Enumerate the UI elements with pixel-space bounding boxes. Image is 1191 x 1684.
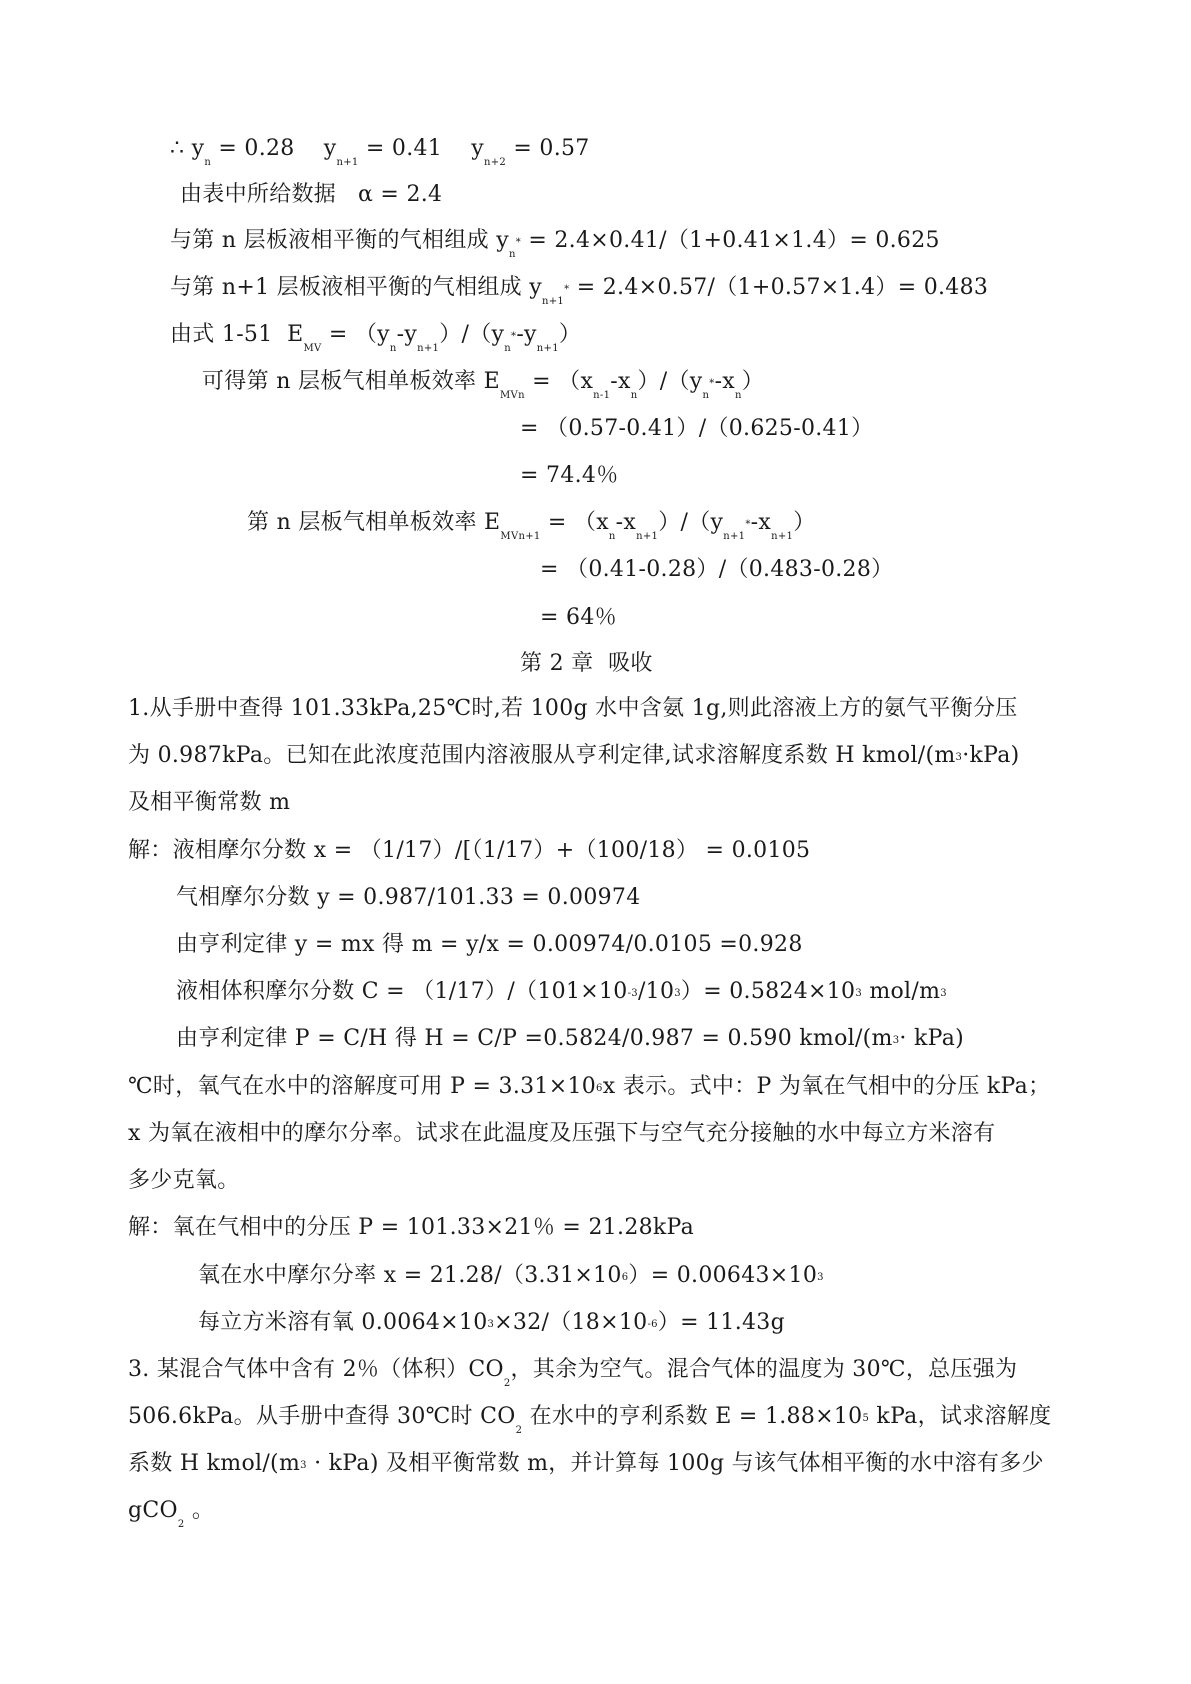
text-run: 系数 H kmol/(m — [128, 1451, 301, 1476]
text-run: = （y — [321, 322, 390, 347]
text-run: = 64％ — [540, 605, 617, 630]
subscript: n+1 — [417, 343, 440, 354]
text-run: ） — [741, 369, 765, 394]
chapter-heading — [520, 653, 653, 675]
text-run: ℃时，氧气在水中的溶解度可用 P = 3.31×10 — [128, 1074, 597, 1099]
problem-text — [128, 1123, 995, 1145]
superscript: -6 — [647, 1319, 658, 1330]
text-run: 为 0.987kPa。已知在此浓度范围内溶液服从亨利定律,试求溶解度系数 H kmol/(m — [128, 743, 956, 768]
superscript: 3 — [955, 752, 963, 763]
text-run: = 2.4×0.57/（1+0.57×1.4）= 0.483 — [569, 275, 989, 300]
subscript: n — [389, 343, 397, 354]
text-run: 及相平衡常数 m — [128, 790, 291, 815]
superscript: -3 — [627, 988, 638, 999]
text-run: 506.6kPa。从手册中查得 30℃时 CO — [128, 1404, 516, 1429]
subscript: n+1 — [336, 157, 359, 168]
text-run: ） — [793, 510, 816, 535]
text-run: 解：氧在气相中的分压 P = 101.33×21％ = 21.28kPa — [128, 1215, 695, 1240]
text-line — [170, 275, 989, 307]
subscript: n+1 — [542, 296, 565, 307]
problem-text — [128, 1170, 240, 1192]
solution-line — [176, 1028, 964, 1050]
superscript: 3 — [940, 988, 947, 999]
subscript: n — [204, 157, 212, 168]
text-run: ） — [558, 322, 582, 347]
text-run: gCO — [128, 1498, 178, 1523]
text-run: x 为氧在液相中的摩尔分率。试求在此温度及压强下与空气充分接触的水中每立方米溶有 — [128, 1121, 996, 1146]
text-line — [180, 184, 442, 206]
formula-line — [202, 369, 765, 401]
superscript: 5 — [862, 1413, 870, 1424]
formula-line — [540, 607, 617, 629]
subscript: n — [702, 390, 710, 401]
superscript: * — [515, 237, 522, 248]
text-run: 第 2 章 吸收 — [520, 651, 653, 676]
text-run: 第 n 层板气相单板效率 E — [247, 510, 501, 535]
text-run: 与第 n+1 层板液相平衡的气相组成 y — [170, 275, 543, 300]
text-run: -x — [610, 369, 631, 394]
subscript: n — [735, 390, 742, 401]
text-run: kPa，试求溶解度 — [869, 1404, 1052, 1429]
superscript: * — [709, 378, 715, 389]
text-run: = 74.4％ — [520, 463, 619, 488]
subscript: n — [630, 390, 638, 401]
text-run: -y — [516, 322, 537, 347]
solution-line — [176, 934, 803, 956]
text-run: = 2.4×0.41/（1+0.41×1.4）= 0.625 — [521, 228, 940, 253]
superscript: 3 — [487, 1319, 495, 1330]
superscript: 3 — [300, 1460, 307, 1471]
subscript: n — [504, 343, 511, 354]
text-run: · kPa) — [899, 1026, 965, 1051]
text-run: ×32/（18×10 — [494, 1310, 648, 1335]
text-run: x 表示。式中：P 为氧在气相中的分压 kPa； — [602, 1074, 1051, 1099]
solution-line — [176, 887, 641, 909]
text-run: -x — [615, 510, 637, 535]
subscript: 2 — [503, 1378, 511, 1389]
text-run: mol/m — [862, 979, 941, 1004]
formula-line — [520, 465, 619, 487]
formula-line — [247, 510, 816, 542]
subscript: n+1 — [771, 531, 794, 542]
subscript: MVn+1 — [500, 531, 541, 542]
text-run: 解：液相摩尔分数 x = （1/17）/[（1/17）+（100/18） = 0.0105 — [128, 838, 811, 863]
subscript: n+1 — [636, 531, 659, 542]
text-run: ）= 0.00643×10 — [628, 1263, 818, 1288]
problem-text — [128, 1404, 1052, 1436]
superscript: 3 — [855, 988, 863, 999]
problem-text — [128, 745, 1020, 767]
problem-text — [128, 1498, 215, 1530]
text-run: ·kPa) — [962, 743, 1020, 768]
text-run: 由亨利定律 y = mx 得 m = y/x = 0.00974/0.0105 =0.928 — [176, 932, 803, 957]
subscript: n+2 — [483, 157, 507, 168]
text-run: 由式 1-51 E — [170, 322, 304, 347]
superscript: 3 — [674, 988, 681, 999]
text-run: 液相体积摩尔分数 C = （1/17）/（101×10 — [176, 979, 628, 1004]
superscript: 6 — [596, 1083, 603, 1094]
text-run: /10 — [637, 979, 675, 1004]
subscript: MV — [303, 343, 322, 354]
text-run: -y — [396, 322, 418, 347]
superscript: * — [745, 519, 751, 530]
subscript: n — [508, 249, 516, 260]
text-run: 。 — [184, 1498, 215, 1523]
text-run: = （0.41-0.28）/（0.483-0.28） — [540, 557, 894, 582]
subscript: n+1 — [536, 343, 559, 354]
problem-text — [128, 1453, 1044, 1475]
superscript: 6 — [621, 1272, 629, 1283]
text-run: 在水中的亨利系数 E = 1.88×10 — [522, 1404, 863, 1429]
text-run: -x — [750, 510, 772, 535]
text-run: = （x — [540, 510, 609, 535]
problem-text — [128, 1076, 1050, 1098]
solution-line — [128, 1217, 694, 1239]
solution-line — [198, 1312, 785, 1334]
text-run: 1.从手册中查得 101.33kPa,25℃时,若 100g 水中含氨 1g,则此溶液上方的氨气平衡分压 — [128, 696, 1018, 721]
problem-text — [128, 1357, 1018, 1389]
subscript: 2 — [515, 1425, 523, 1436]
text-run: 由亨利定律 P = C/H 得 H = C/P =0.5824/0.987 = 0.590 kmol/(m — [176, 1026, 893, 1051]
solution-line — [198, 1265, 824, 1287]
subscript: MVn — [500, 390, 525, 401]
text-run: 每立方米溶有氧 0.0064×10 — [198, 1310, 488, 1335]
text-run: 由表中所给数据 α = 2.4 — [180, 182, 443, 207]
text-run: ）/（y — [637, 369, 703, 394]
text-run: ）= 0.5824×10 — [680, 979, 856, 1004]
text-run: · kPa) 及相平衡常数 m，并计算每 100g 与该气体相平衡的水中溶有多少 — [306, 1451, 1044, 1476]
subscript: n+1 — [723, 531, 746, 542]
text-run: ）= 11.43g — [657, 1310, 785, 1335]
subscript: 2 — [177, 1519, 185, 1530]
solution-line — [176, 981, 947, 1003]
formula-line — [170, 322, 582, 354]
text-run: ）/（y — [439, 322, 505, 347]
text-run: -x — [714, 369, 736, 394]
subscript: n — [608, 531, 616, 542]
text-run: 氧在水中摩尔分率 x = 21.28/（3.31×10 — [198, 1263, 622, 1288]
subscript: n-1 — [593, 390, 611, 401]
text-run: ∴ y — [170, 136, 205, 161]
superscript: 3 — [817, 1272, 824, 1283]
solution-line — [128, 840, 810, 862]
text-run: 多少克氧。 — [128, 1168, 240, 1193]
text-run: 可得第 n 层板气相单板效率 E — [202, 369, 501, 394]
text-line — [170, 136, 590, 168]
text-run: = （x — [524, 369, 594, 394]
superscript: * — [564, 284, 570, 295]
problem-text — [128, 698, 1018, 720]
text-run: ，其余为空气。混合气体的温度为 30℃，总压强为 — [510, 1357, 1018, 1382]
superscript: * — [511, 331, 517, 342]
problem-text — [128, 792, 290, 814]
text-run: ）/（y — [658, 510, 724, 535]
text-run: 气相摩尔分数 y = 0.987/101.33 = 0.00974 — [176, 885, 641, 910]
text-run: = 0.28 y — [211, 136, 337, 161]
superscript: 3 — [892, 1035, 900, 1046]
text-run: 3. 某混合气体中含有 2％（体积）CO — [128, 1357, 504, 1382]
text-run: = 0.41 y — [358, 136, 484, 161]
text-run: = （0.57-0.41）/（0.625-0.41） — [520, 416, 874, 441]
text-run: = 0.57 — [506, 136, 590, 161]
text-line — [170, 228, 940, 260]
text-run: 与第 n 层板液相平衡的气相组成 y — [170, 228, 509, 253]
formula-line — [520, 418, 873, 440]
formula-line — [540, 559, 893, 581]
